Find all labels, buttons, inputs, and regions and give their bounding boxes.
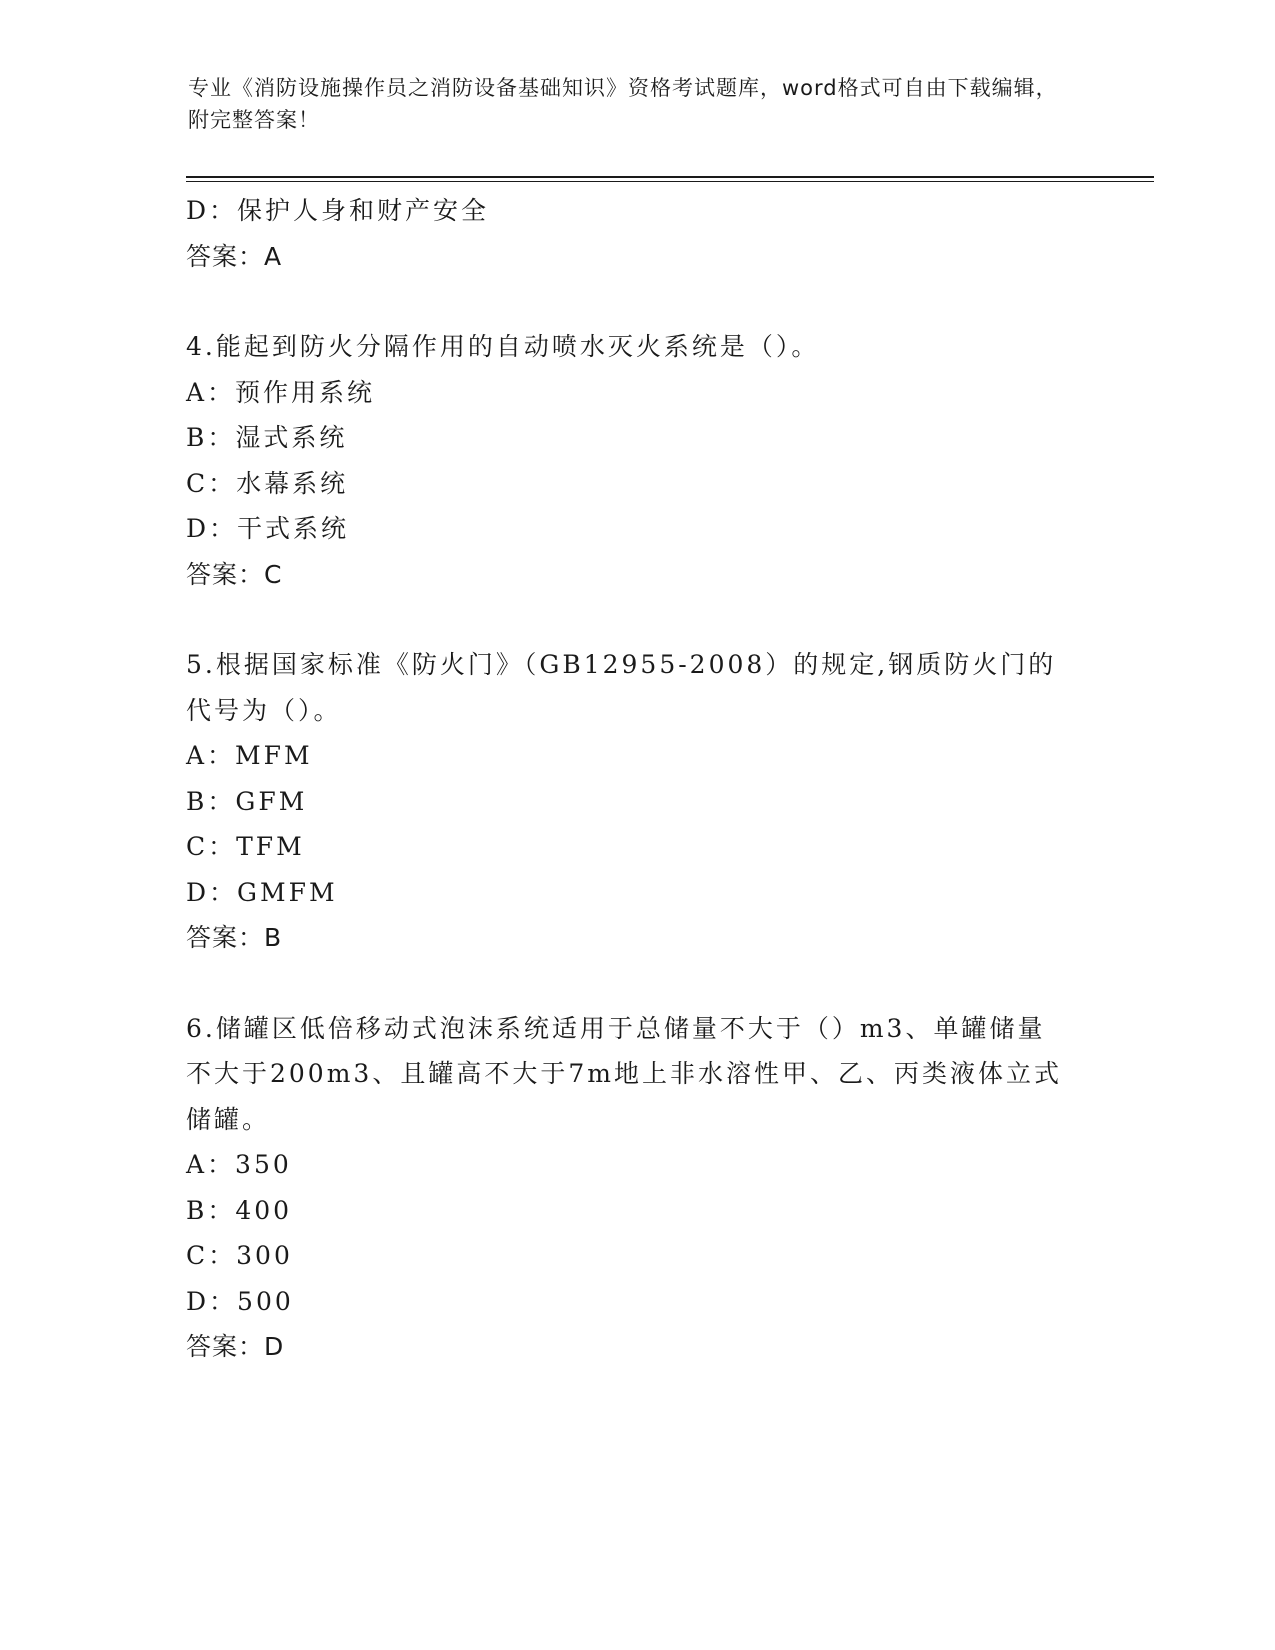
question-5 xyxy=(186,642,1086,961)
option-b: B：湿式系统 xyxy=(186,423,348,452)
question-6 xyxy=(186,1006,1086,1370)
option-d: D：500 xyxy=(186,1286,294,1316)
page-header: 专业《消防设施操作员之消防设备基础知识》资格考试题库，word格式可自由下载编辑，附完整答案！ xyxy=(188,76,1058,132)
carryover-question xyxy=(186,188,1086,279)
option-d: D：干式系统 xyxy=(186,514,350,543)
question-stem: 4.能起到防火分隔作用的自动喷水灭火系统是（）。 xyxy=(186,332,820,361)
option-c: C：水幕系统 xyxy=(186,468,349,498)
option-c: C：300 xyxy=(186,1241,293,1270)
question-stem: 5.根据国家标准《防火门》（GB12955-2008）的规定,钢质防火门的代号为（）。 xyxy=(186,650,1057,725)
option-a: A：预作用系统 xyxy=(186,377,376,407)
answer: 答案：C xyxy=(186,559,283,589)
answer: 答案：A xyxy=(186,241,283,271)
option-a: A：MFM xyxy=(186,741,313,770)
option-b: B：400 xyxy=(186,1195,293,1225)
option-c: C：TFM xyxy=(186,832,305,861)
header-rule-thin xyxy=(186,181,1154,182)
option-b: B：GFM xyxy=(186,786,308,816)
question-stem: 6.储罐区低倍移动式泡沫系统适用于总储量不大于（）m3、单罐储量不大于200m3、且罐高不大于7m地上非水溶性甲、乙、丙类液体立式储罐。 xyxy=(186,1013,1062,1134)
answer: 答案：B xyxy=(186,923,283,952)
option-d: D：GMFM xyxy=(186,877,338,907)
option-d: D：保护人身和财产安全 xyxy=(186,196,490,225)
question-list xyxy=(186,188,1086,1370)
question-4 xyxy=(186,324,1086,597)
header-rule-thick xyxy=(186,176,1154,178)
answer: 答案：D xyxy=(186,1332,285,1361)
option-a: A：350 xyxy=(186,1150,292,1179)
